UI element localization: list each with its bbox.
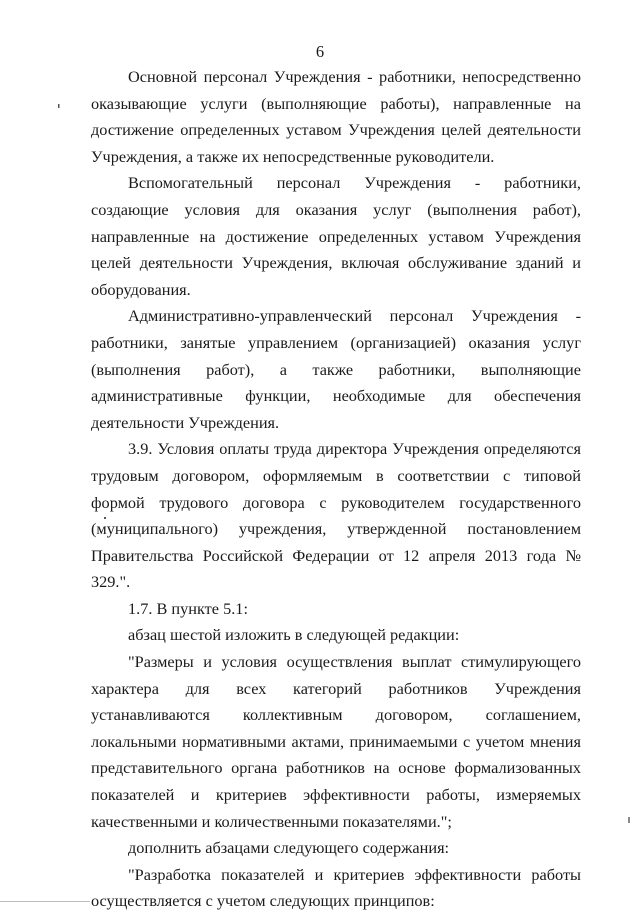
paragraph-support-staff: Вспомогательный персонал Учреждения - работники, создающие условия для оказания услуг (выполнения работ), направленные на достижение определенных уставом Учреждения целей деятельности Учреждения, включая обслуживание зданий и оборудования. [91,173,581,299]
paragraph-admin-staff: Административно-управленческий персонал Учреждения - работники, занятые управлением (организацией) оказания услуг (выполнения работ), а также работники, выполняющие административные функции, необходимые для обеспечения деятельности Учреждения. [91,306,581,432]
paragraph-sixth-para-instruction: абзац шестой изложить в следующей редакции: [128,625,460,645]
paragraph-clause-1-7: 1.7. В пункте 5.1: [128,598,248,618]
paragraph-criteria-principles: "Разработка показателей и критериев эффективности работы осуществляется с учетом следующих принципов: [91,864,581,911]
paragraph-incentive-payments: "Размеры и условия осуществления выплат стимулирующего характера для всех категорий работников Учреждения устанавливаются коллективным договором, соглашением, локальными нормативными актами, принимаемыми с учетом мнения представительного органа работников на основе формализованных показателей и критериев эффективности работы, измеряемых качественными и количественными показателями."; [91,652,581,831]
page-number: 6 [315,42,325,61]
paragraph-main-staff: Основной персонал Учреждения - работники, непосредственно оказывающие услуги (выполняющие работы), направленные на достижение определенных уставом Учреждения целей деятельности Учреждения, а также их непосредственные руководители. [91,67,581,166]
paragraph-clause-3-9: 3.9. Условия оплаты труда директора Учреждения определяются трудовым договором, оформляемым в соответствии с типовой формой трудового договора с руководителем государственного (муниципального) учреждения, утвержденной постановлением Правительства Российской Федерации от 12 апреля 2013 года № 329.". [91,439,581,592]
paragraph-supplement-instruction: дополнить абзацами следующего содержания: [128,838,450,858]
